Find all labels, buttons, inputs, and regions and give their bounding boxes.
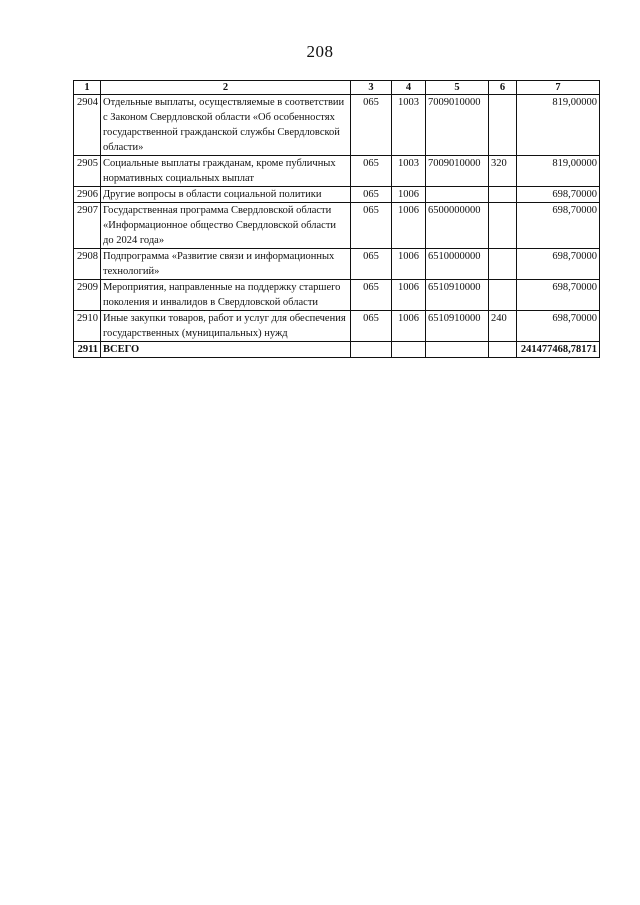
row-number: 2909 [74, 280, 101, 311]
row-name: Отдельные выплаты, осуществляемые в соответствии с Законом Свердловской области «Об особенностях государственной гражданской службы Свердловской области» [101, 95, 351, 156]
row-code-5: 7009010000 [426, 156, 489, 187]
table-header-row [74, 81, 600, 95]
row-code-5 [426, 187, 489, 203]
header-col-1: 1 [74, 81, 101, 95]
table-row [74, 95, 600, 156]
row-code-3: 065 [351, 95, 392, 156]
header-col-3: 3 [351, 81, 392, 95]
row-code-5: 7009010000 [426, 95, 489, 156]
row-number: 2906 [74, 187, 101, 203]
header-col-5: 5 [426, 81, 489, 95]
row-code-6: 240 [489, 311, 517, 342]
row-sum: 819,00000 [517, 156, 600, 187]
row-code-4: 1006 [392, 280, 426, 311]
row-code-4: 1006 [392, 203, 426, 249]
row-number: 2911 [74, 342, 101, 358]
row-code-6 [489, 187, 517, 203]
row-number: 2910 [74, 311, 101, 342]
header-col-7: 7 [517, 81, 600, 95]
page-number: 208 [306, 42, 334, 61]
row-code-5: 6500000000 [426, 203, 489, 249]
row-sum: 698,70000 [517, 249, 600, 280]
row-code-5 [426, 342, 489, 358]
total-sum: 241477468,78171 [517, 342, 600, 358]
row-sum: 819,00000 [517, 95, 600, 156]
header-col-4: 4 [392, 81, 426, 95]
table-total-row [74, 342, 600, 358]
row-sum: 698,70000 [517, 280, 600, 311]
table-row [74, 203, 600, 249]
row-name: Государственная программа Свердловской области «Информационное общество Свердловской области до 2024 года» [101, 203, 351, 249]
row-code-4: 1006 [392, 187, 426, 203]
row-code-4: 1003 [392, 156, 426, 187]
header-col-6: 6 [489, 81, 517, 95]
row-code-3: 065 [351, 203, 392, 249]
row-code-3 [351, 342, 392, 358]
row-code-6 [489, 95, 517, 156]
row-code-5: 6510000000 [426, 249, 489, 280]
row-code-6: 320 [489, 156, 517, 187]
row-code-6 [489, 203, 517, 249]
row-sum: 698,70000 [517, 203, 600, 249]
row-number: 2908 [74, 249, 101, 280]
row-name: Социальные выплаты гражданам, кроме публичных нормативных социальных выплат [101, 156, 351, 187]
row-name: Мероприятия, направленные на поддержку старшего поколения и инвалидов в Свердловской области [101, 280, 351, 311]
row-number: 2907 [74, 203, 101, 249]
row-number: 2905 [74, 156, 101, 187]
row-name: Иные закупки товаров, работ и услуг для обеспечения государственных (муниципальных) нужд [101, 311, 351, 342]
row-code-3: 065 [351, 311, 392, 342]
row-code-4: 1003 [392, 95, 426, 156]
row-name: Подпрограмма «Развитие связи и информационных технологий» [101, 249, 351, 280]
row-sum: 698,70000 [517, 311, 600, 342]
header-col-2: 2 [101, 81, 351, 95]
row-code-6 [489, 249, 517, 280]
row-code-4: 1006 [392, 311, 426, 342]
table-row [74, 156, 600, 187]
row-code-4: 1006 [392, 249, 426, 280]
row-code-3: 065 [351, 187, 392, 203]
table-row [74, 187, 600, 203]
row-code-6 [489, 280, 517, 311]
row-sum: 698,70000 [517, 187, 600, 203]
row-code-5: 6510910000 [426, 311, 489, 342]
table-row [74, 311, 600, 342]
table-row [74, 249, 600, 280]
budget-table [73, 80, 600, 358]
row-code-3: 065 [351, 280, 392, 311]
table-row [74, 280, 600, 311]
total-label: ВСЕГО [101, 342, 351, 358]
row-name: Другие вопросы в области социальной политики [101, 187, 351, 203]
row-code-3: 065 [351, 249, 392, 280]
row-number: 2904 [74, 95, 101, 156]
row-code-5: 6510910000 [426, 280, 489, 311]
row-code-3: 065 [351, 156, 392, 187]
row-code-6 [489, 342, 517, 358]
row-code-4 [392, 342, 426, 358]
